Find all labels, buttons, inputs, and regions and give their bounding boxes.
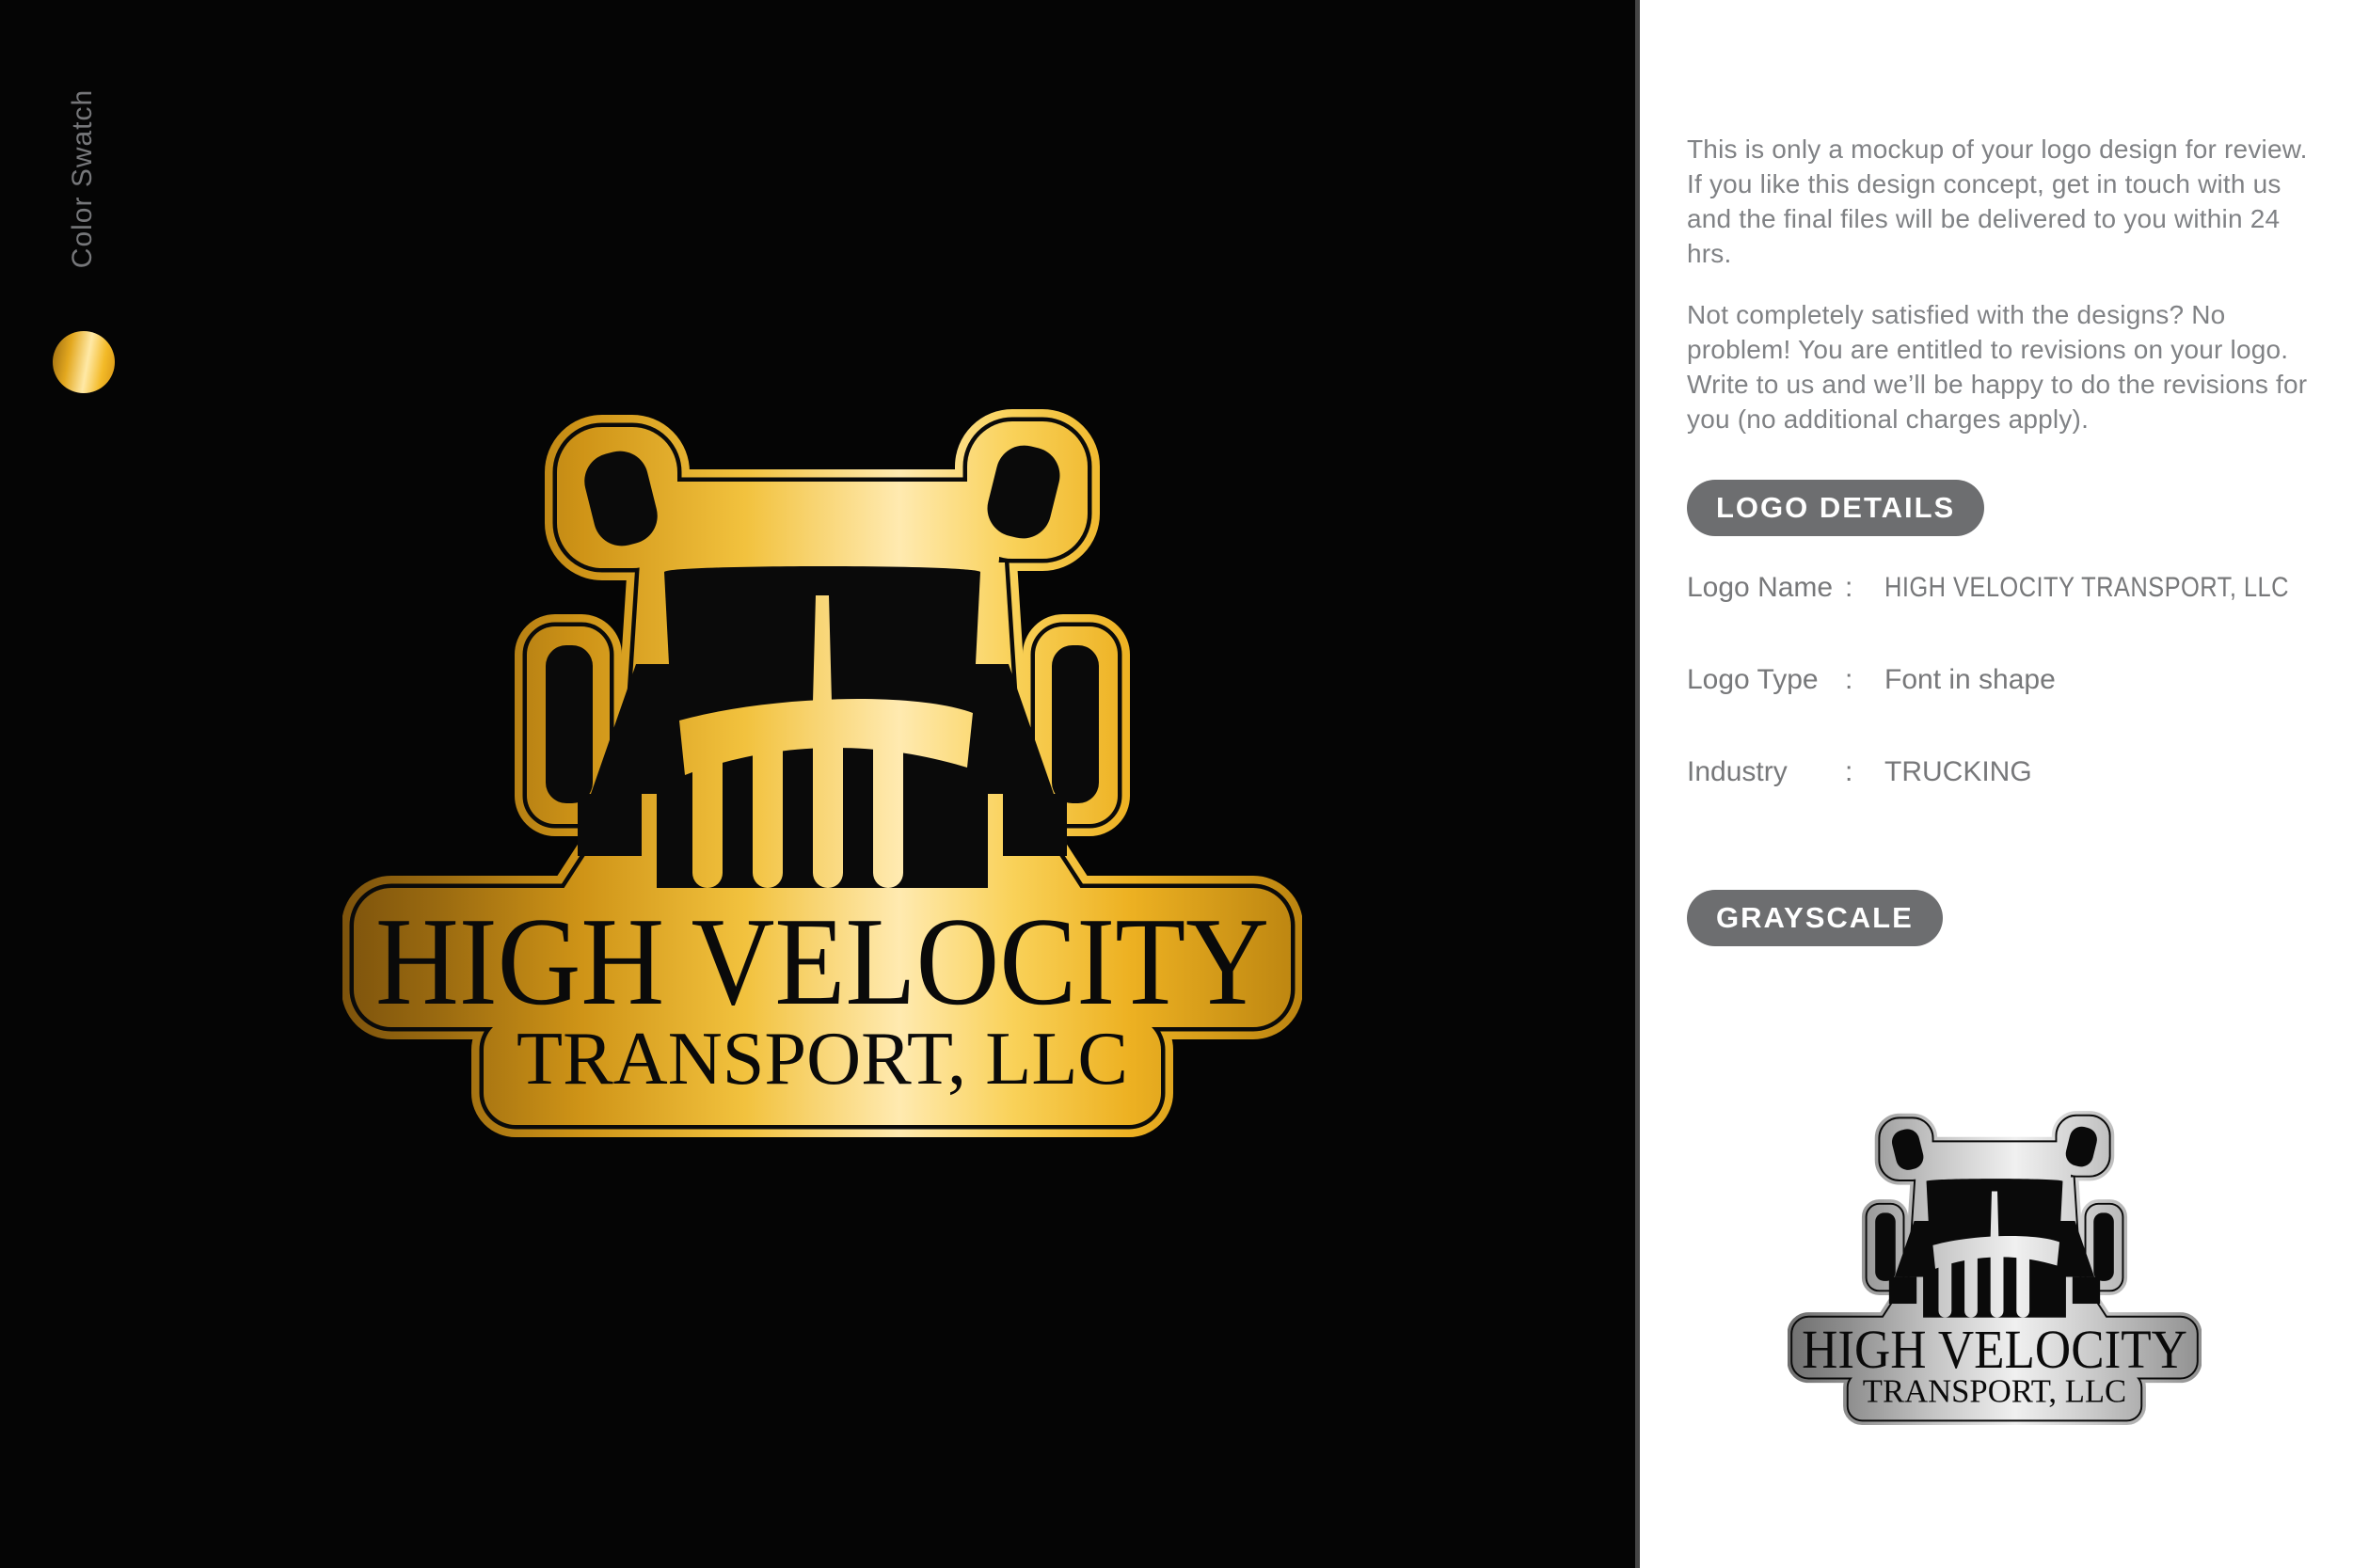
detail-label: Logo Name: [1687, 572, 1834, 603]
logo-details-list: [1687, 570, 2325, 790]
logo-wordmark-line2: TRANSPORT, LLC: [1862, 1373, 2127, 1410]
color-swatch-label: Color Swatch: [67, 88, 98, 269]
detail-value-logo-name: HIGH VELOCITY TRANSPORT, LLC: [1884, 572, 2289, 603]
detail-row-industry: [1687, 754, 2325, 790]
detail-separator: :: [1845, 756, 1853, 787]
detail-value-industry: TRUCKING: [1884, 756, 2032, 787]
detail-value-logo-type: Font in shape: [1884, 664, 2056, 695]
logo-wordmark-line1: HIGH VELOCITY: [1802, 1318, 2187, 1380]
gold-color-swatch: [53, 331, 115, 393]
logo-details-button[interactable]: LOGO DETAILS: [1687, 480, 1984, 536]
logo-grayscale-preview: [1788, 1108, 2202, 1433]
logo-grayscale: [1788, 1108, 2202, 1429]
logo-wordmark-line2: TRANSPORT, LLC: [517, 1018, 1128, 1101]
detail-label: Industry: [1687, 756, 1788, 787]
detail-row-logo-type: [1687, 662, 2325, 698]
mockup-note-paragraph: This is only a mockup of your logo design for review. If you like this design concept, get in touch with us and the final files will be delivered to you within 24 hrs.: [1687, 135, 2308, 268]
grayscale-button[interactable]: GRAYSCALE: [1687, 890, 1943, 946]
detail-separator: :: [1845, 572, 1853, 603]
detail-label: Logo Type: [1687, 664, 1819, 695]
logo-wordmark-line1: HIGH VELOCITY: [375, 892, 1269, 1031]
detail-separator: :: [1845, 664, 1853, 695]
detail-row-logo-name: [1687, 570, 2325, 606]
revisions-note-paragraph: Not completely satisfied with the designs? No problem! You are entitled to revisions on your logo. Write to us and we’ll be happy to do the revisions for you (no additional charges apply).: [1687, 300, 2308, 434]
logo-gold: [342, 403, 1302, 1146]
